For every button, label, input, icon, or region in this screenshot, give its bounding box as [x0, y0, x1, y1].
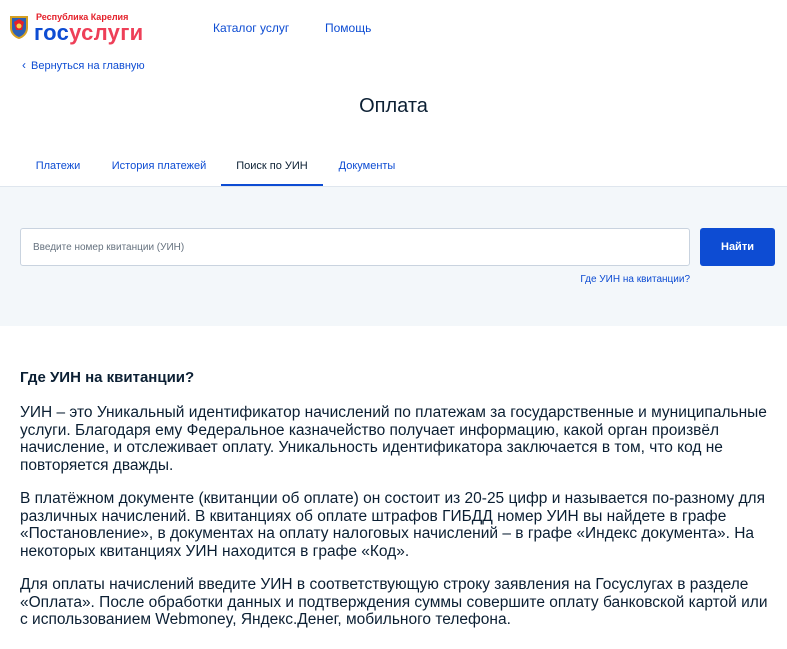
- gosuslugi-logo[interactable]: [8, 12, 158, 46]
- info-paragraph: Для оплаты начислений введите УИН в соответствующую строку заявления на Госуслугах в разделе «Оплата». После обработки данных и подтверждения суммы совершите оплату банковской картой или с использованием Webmoney, Яндекс.Денег, мобильного телефона.: [20, 576, 768, 628]
- uin-input[interactable]: [20, 228, 690, 266]
- nav-help-link[interactable]: Помощь: [325, 21, 372, 35]
- info-paragraph: УИН – это Уникальный идентификатор начислений по платежам за государственные и муниципальные услуги. Благодаря ему Федеральное казначейство получает информацию, какой орган произвёл начисление, и отслеживает оплату. Уникальность идентификатора заключается в том, что код не повторяется дважды.: [20, 404, 767, 474]
- where-uin-link[interactable]: Где УИН на квитанции?: [580, 274, 690, 285]
- tab-uin-search[interactable]: Поиск по УИН: [221, 149, 323, 186]
- find-button[interactable]: Найти: [700, 228, 775, 266]
- logo-region-label: Республика Карелия: [36, 12, 129, 22]
- back-link-label: Вернуться на главную: [31, 60, 145, 72]
- tab-payment-history[interactable]: История платежей: [111, 160, 207, 172]
- karelia-emblem-icon: [8, 14, 30, 40]
- tab-payments[interactable]: Платежи: [35, 160, 81, 172]
- site-header: [0, 0, 787, 56]
- uin-search-panel: [0, 187, 787, 326]
- info-paragraph: В платёжном документе (квитанции об оплате) он состоит из 20-25 цифр и называется по-разному для различных начислений. В квитанциях об оплате штрафов ГИБДД номер УИН вы найдете в графе «Постановление», в документах на оплату налоговых начислений – в графе «Индекс документа». На некоторых квитанциях УИН находится в графе «Код».: [20, 490, 765, 560]
- info-heading: Где УИН на квитанции?: [20, 369, 195, 386]
- logo-wordmark: госуслуги: [34, 20, 144, 45]
- back-to-main-link[interactable]: [22, 58, 145, 73]
- page-title: Оплата: [359, 95, 428, 117]
- nav-catalog-link[interactable]: Каталог услуг: [213, 21, 290, 35]
- chevron-left-icon: ‹: [22, 58, 26, 72]
- tab-documents[interactable]: Документы: [338, 160, 396, 172]
- payment-tabs: [0, 149, 787, 187]
- uin-info-section: [20, 368, 775, 645]
